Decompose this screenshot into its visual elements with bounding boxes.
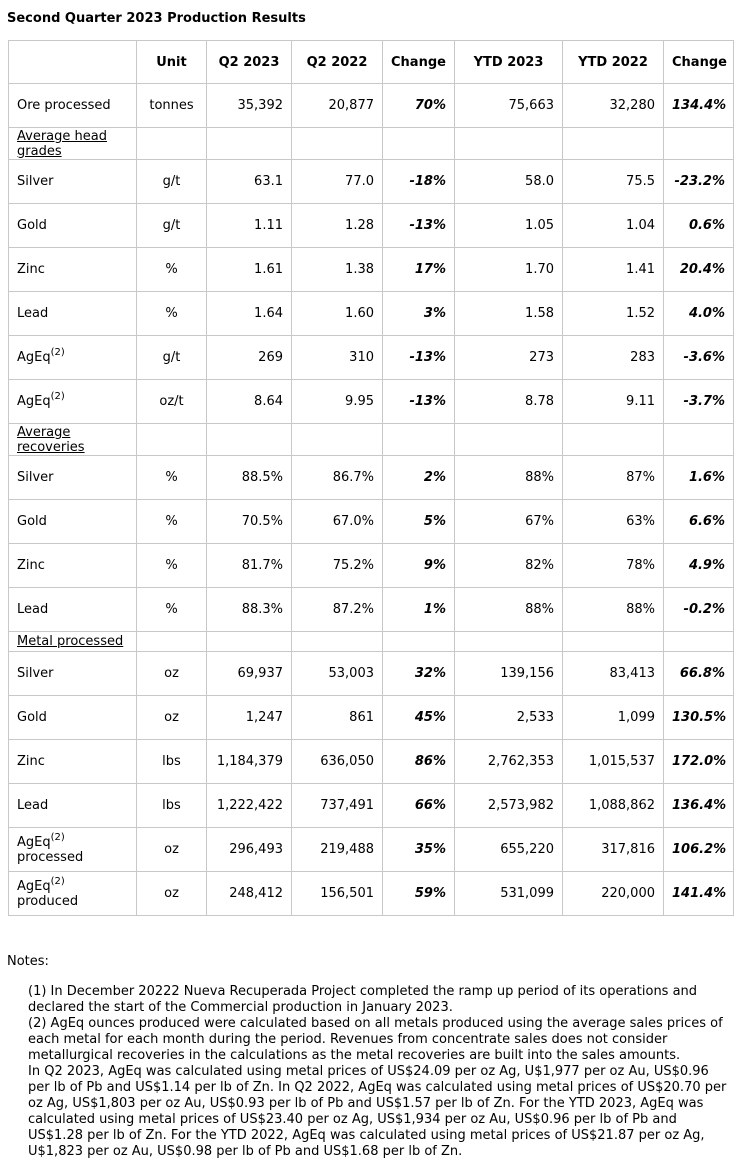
row-label-text: Zinc	[17, 262, 45, 277]
row-label-cell	[8, 456, 137, 500]
header-cell: YTD 2022	[563, 40, 664, 84]
change-cell: 136.4%	[664, 784, 734, 828]
row-label	[17, 347, 65, 365]
value-cell: 296,493	[207, 828, 292, 872]
value-cell: 1,247	[207, 696, 292, 740]
value-cell: 1.70	[455, 248, 563, 292]
footnote-ref: (2)	[50, 391, 65, 402]
value-cell: 88.3%	[207, 588, 292, 632]
value-cell: 737,491	[292, 784, 383, 828]
row-label-text: produced	[17, 893, 79, 909]
value-cell: 156,501	[292, 872, 383, 916]
value-cell: 655,220	[455, 828, 563, 872]
value-cell: 82%	[455, 544, 563, 588]
row-label-text: Silver	[17, 470, 54, 485]
value-cell: 1.52	[563, 292, 664, 336]
section-row	[8, 424, 734, 456]
value-cell: 9.95	[292, 380, 383, 424]
header-cell	[8, 40, 137, 84]
value-cell: 75.2%	[292, 544, 383, 588]
value-cell: 861	[292, 696, 383, 740]
change-cell: 45%	[383, 696, 455, 740]
header-cell: Unit	[137, 40, 207, 84]
value-cell: 35,392	[207, 84, 292, 128]
row-label	[17, 831, 84, 865]
value-cell: 1.04	[563, 204, 664, 248]
row-label-cell	[8, 160, 137, 204]
unit-cell: %	[137, 456, 207, 500]
row-label	[17, 98, 111, 113]
row-label-cell	[8, 204, 137, 248]
table-row	[8, 652, 734, 696]
change-cell: -0.2%	[664, 588, 734, 632]
unit-cell: %	[137, 500, 207, 544]
change-cell: -13%	[383, 336, 455, 380]
change-cell: 3%	[383, 292, 455, 336]
value-cell: 283	[563, 336, 664, 380]
row-label	[17, 514, 47, 529]
value-cell: 248,412	[207, 872, 292, 916]
row-label-cell	[8, 84, 137, 128]
row-label-text: Lead	[17, 306, 49, 321]
value-cell: 1,184,379	[207, 740, 292, 784]
table-row	[8, 380, 734, 424]
header-cell: Change	[383, 40, 455, 84]
value-cell: 75,663	[455, 84, 563, 128]
header-cell: Q2 2022	[292, 40, 383, 84]
table-row	[8, 588, 734, 632]
value-cell: 1.38	[292, 248, 383, 292]
change-cell: -13%	[383, 380, 455, 424]
table-row	[8, 292, 734, 336]
table-row	[8, 160, 734, 204]
value-cell: 75.5	[563, 160, 664, 204]
value-cell: 87.2%	[292, 588, 383, 632]
header-cell: Change	[664, 40, 734, 84]
value-cell: 53,003	[292, 652, 383, 696]
value-cell: 1,222,422	[207, 784, 292, 828]
value-cell: 1.60	[292, 292, 383, 336]
change-cell: 66%	[383, 784, 455, 828]
change-cell: 4.9%	[664, 544, 734, 588]
row-label	[17, 558, 45, 573]
value-cell: 67.0%	[292, 500, 383, 544]
value-cell: 88%	[563, 588, 664, 632]
change-cell: 1.6%	[664, 456, 734, 500]
table-row	[8, 248, 734, 292]
value-cell: 2,762,353	[455, 740, 563, 784]
unit-cell: %	[137, 588, 207, 632]
value-cell: 88%	[455, 456, 563, 500]
value-cell: 8.64	[207, 380, 292, 424]
unit-cell: lbs	[137, 784, 207, 828]
value-cell: 86.7%	[292, 456, 383, 500]
row-label-text: AgEq	[17, 834, 51, 850]
change-cell: 5%	[383, 500, 455, 544]
table-row	[8, 500, 734, 544]
value-cell: 269	[207, 336, 292, 380]
unit-cell: %	[137, 248, 207, 292]
value-cell: 1.28	[292, 204, 383, 248]
change-cell: 66.8%	[664, 652, 734, 696]
change-cell: 9%	[383, 544, 455, 588]
value-cell: 77.0	[292, 160, 383, 204]
note-2: (2) AgEq ounces produced were calculated based on all metals produced using the average sales prices of each metal for each month during the period. Revenues from concentrate sales does not consider metallurgical recoveries in the calculations as the metal recoveries are built into the sales amounts.	[28, 1016, 723, 1063]
value-cell: 1.64	[207, 292, 292, 336]
value-cell: 317,816	[563, 828, 664, 872]
unit-cell: oz	[137, 652, 207, 696]
value-cell: 78%	[563, 544, 664, 588]
change-cell: -18%	[383, 160, 455, 204]
value-cell: 2,573,982	[455, 784, 563, 828]
section-row	[8, 632, 734, 652]
page-title: Second Quarter 2023 Production Results	[7, 11, 306, 26]
row-label-text: AgEq	[17, 394, 51, 409]
value-cell: 67%	[455, 500, 563, 544]
row-label-cell	[8, 336, 137, 380]
row-label-text: Ore processed	[17, 98, 111, 113]
value-cell: 81.7%	[207, 544, 292, 588]
row-label-text: Lead	[17, 798, 49, 813]
value-cell: 273	[455, 336, 563, 380]
unit-cell: oz	[137, 828, 207, 872]
value-cell: 636,050	[292, 740, 383, 784]
header-cell: YTD 2023	[455, 40, 563, 84]
row-label	[17, 710, 47, 725]
change-cell: 4.0%	[664, 292, 734, 336]
value-cell: 139,156	[455, 652, 563, 696]
change-cell: -23.2%	[664, 160, 734, 204]
section-heading: Metal processed	[17, 634, 124, 649]
change-cell: 134.4%	[664, 84, 734, 128]
value-cell: 1.11	[207, 204, 292, 248]
value-cell: 63%	[563, 500, 664, 544]
table-row	[8, 696, 734, 740]
production-table	[8, 40, 734, 916]
row-label-cell	[8, 784, 137, 828]
value-cell: 1.05	[455, 204, 563, 248]
value-cell: 1,099	[563, 696, 664, 740]
row-label	[17, 262, 45, 277]
change-cell: 1%	[383, 588, 455, 632]
row-label-text: Zinc	[17, 558, 45, 573]
row-label	[17, 602, 48, 617]
change-cell: 0.6%	[664, 204, 734, 248]
row-label-text: Gold	[17, 514, 47, 529]
value-cell: 8.78	[455, 380, 563, 424]
section-heading: Average head grades	[17, 128, 107, 159]
unit-cell: g/t	[137, 204, 207, 248]
change-cell: 20.4%	[664, 248, 734, 292]
unit-cell: %	[137, 544, 207, 588]
value-cell: 531,099	[455, 872, 563, 916]
notes-block	[28, 984, 728, 1160]
footnote-ref: (2)	[50, 831, 65, 843]
value-cell: 1,015,537	[563, 740, 664, 784]
change-cell: -3.7%	[664, 380, 734, 424]
change-cell: 35%	[383, 828, 455, 872]
notes-heading: Notes:	[7, 954, 49, 969]
row-label-text: processed	[17, 849, 84, 865]
row-label-cell	[8, 652, 137, 696]
footnote-ref: (2)	[50, 347, 65, 358]
value-cell: 2,533	[455, 696, 563, 740]
row-label-cell	[8, 872, 137, 916]
row-label-cell	[8, 292, 137, 336]
value-cell: 1.58	[455, 292, 563, 336]
row-label	[17, 391, 65, 409]
value-cell: 83,413	[563, 652, 664, 696]
value-cell: 9.11	[563, 380, 664, 424]
change-cell: 172.0%	[664, 740, 734, 784]
table-row	[8, 544, 734, 588]
table-row	[8, 204, 734, 248]
row-label-text: Silver	[17, 666, 54, 681]
change-cell: 59%	[383, 872, 455, 916]
change-cell: -3.6%	[664, 336, 734, 380]
change-cell: 6.6%	[664, 500, 734, 544]
row-label	[17, 798, 48, 813]
value-cell: 1.41	[563, 248, 664, 292]
row-label	[17, 306, 48, 321]
row-label-text: Silver	[17, 174, 54, 189]
row-label-text: AgEq	[17, 878, 51, 894]
row-label	[17, 218, 47, 233]
unit-cell: g/t	[137, 336, 207, 380]
value-cell: 1.61	[207, 248, 292, 292]
table-row	[8, 336, 734, 380]
change-cell: 130.5%	[664, 696, 734, 740]
row-label	[17, 875, 79, 909]
change-cell: 141.4%	[664, 872, 734, 916]
value-cell: 220,000	[563, 872, 664, 916]
value-cell: 87%	[563, 456, 664, 500]
table-row	[8, 740, 734, 784]
row-label-cell	[8, 380, 137, 424]
change-cell: 86%	[383, 740, 455, 784]
row-label-text: Lead	[17, 602, 49, 617]
note-3: In Q2 2023, AgEq was calculated using metal prices of US$24.09 per oz Ag, U$1,977 per oz Au, US$0.96 per lb of Pb and US$1.14 per lb of Zn. In Q2 2022, AgEq was calculated using metal prices of US$20.70 per oz Ag, US$1,803 per oz Au, US$0.93 per lb of Pb and US$1.57 per lb of Zn. For the YTD 2023, AgEq was calculated using metal prices of US$23.40 per oz Ag, US$1,934 per oz Au, US$0.96 per lb of Pb and US$1.28 per lb of Zn. For the YTD 2022, AgEq was calculated using metal prices of US$21.87 per oz Ag, U$1,823 per oz Au, US$0.98 per lb of Pb and US$1.68 per lb of Zn.	[28, 1064, 727, 1159]
change-cell: -13%	[383, 204, 455, 248]
value-cell: 20,877	[292, 84, 383, 128]
row-label-cell	[8, 696, 137, 740]
row-label	[17, 470, 54, 485]
section-heading: Average recoveries	[17, 424, 85, 455]
value-cell: 1,088,862	[563, 784, 664, 828]
change-cell: 2%	[383, 456, 455, 500]
header-cell: Q2 2023	[207, 40, 292, 84]
row-label	[17, 754, 45, 769]
value-cell: 310	[292, 336, 383, 380]
change-cell: 17%	[383, 248, 455, 292]
header-row	[8, 40, 734, 84]
value-cell: 63.1	[207, 160, 292, 204]
table-row	[8, 784, 734, 828]
unit-cell: oz	[137, 872, 207, 916]
value-cell: 69,937	[207, 652, 292, 696]
row-label-cell	[8, 740, 137, 784]
change-cell: 32%	[383, 652, 455, 696]
unit-cell: %	[137, 292, 207, 336]
footnote-ref: (2)	[50, 875, 65, 887]
row-label-cell	[8, 588, 137, 632]
table-row	[8, 872, 734, 916]
value-cell: 32,280	[563, 84, 664, 128]
table-row	[8, 84, 734, 128]
value-cell: 58.0	[455, 160, 563, 204]
table-row	[8, 828, 734, 872]
change-cell: 106.2%	[664, 828, 734, 872]
row-label-cell	[8, 500, 137, 544]
unit-cell: oz	[137, 696, 207, 740]
note-1: (1) In December 20222 Nueva Recuperada Project completed the ramp up period of its operations and declared the start of the Commercial production in January 2023.	[28, 984, 698, 1015]
table-row	[8, 456, 734, 500]
row-label-cell	[8, 828, 137, 872]
section-row	[8, 128, 734, 160]
unit-cell: oz/t	[137, 380, 207, 424]
row-label	[17, 666, 54, 681]
row-label	[17, 174, 54, 189]
row-label-text: Gold	[17, 218, 47, 233]
value-cell: 88%	[455, 588, 563, 632]
unit-cell: tonnes	[137, 84, 207, 128]
value-cell: 88.5%	[207, 456, 292, 500]
row-label-cell	[8, 248, 137, 292]
unit-cell: g/t	[137, 160, 207, 204]
value-cell: 70.5%	[207, 500, 292, 544]
change-cell: 70%	[383, 84, 455, 128]
unit-cell: lbs	[137, 740, 207, 784]
row-label-cell	[8, 544, 137, 588]
row-label-text: Gold	[17, 710, 47, 725]
value-cell: 219,488	[292, 828, 383, 872]
row-label-text: Zinc	[17, 754, 45, 769]
row-label-text: AgEq	[17, 350, 51, 365]
